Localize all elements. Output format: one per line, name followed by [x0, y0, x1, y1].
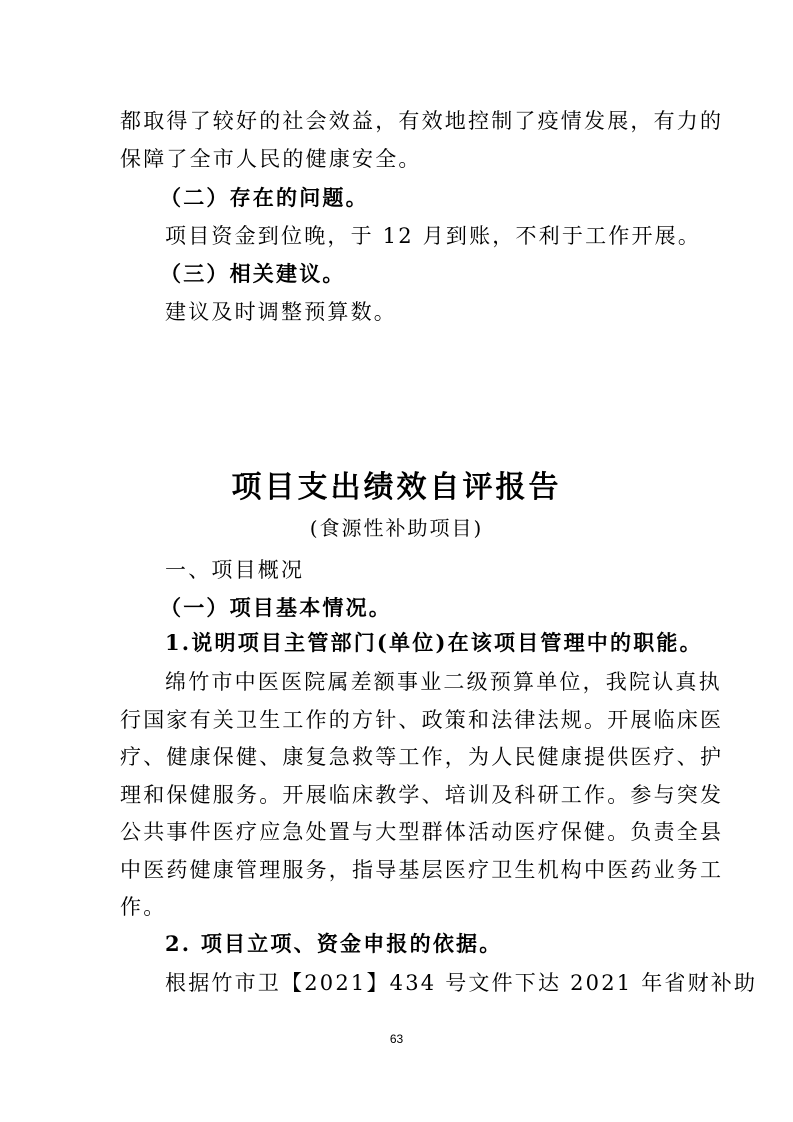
paragraph-line: 行国家有关卫生工作的方针、政策和法律法规。开展临床医 [120, 708, 724, 732]
paragraph-line: 作。 [120, 895, 167, 919]
paragraph-line: 公共事件医疗应急处置与大型群体活动医疗保健。负责全县 [120, 820, 724, 844]
paragraph-line: 绵竹市中医医院属差额事业二级预算单位，我院认真执 [165, 670, 722, 694]
paragraph-line: 疗、健康保健、康复急救等工作，为人民健康提供医疗、护 [120, 745, 724, 769]
section-text-suggestions: 建议及时调整预算数。 [165, 300, 397, 324]
section-text-problems: 项目资金到位晚，于 12 月到账，不利于工作开展。 [165, 224, 702, 248]
paragraph-line: 理和保健服务。开展临床教学、培训及科研工作。参与突发 [120, 783, 724, 807]
item-heading: 1.说明项目主管部门(单位)在该项目管理中的职能。 [165, 630, 703, 655]
part-heading: 一、项目概况 [165, 558, 305, 582]
sub-heading: （一）项目基本情况。 [160, 595, 392, 620]
item-heading: 2. 项目立项、资金申报的依据。 [165, 931, 503, 956]
paragraph-line: 都取得了较好的社会效益，有效地控制了疫情发展，有力的 [120, 109, 724, 133]
page-number: 63 [389, 1032, 404, 1046]
section-heading-suggestions: （三）相关建议。 [160, 261, 346, 286]
paragraph-line: 保障了全市人民的健康安全。 [120, 147, 422, 171]
section-heading-problems: （二）存在的问题。 [160, 185, 369, 210]
paragraph-line: 中医药健康管理服务，指导基层医疗卫生机构中医药业务工 [120, 858, 724, 882]
report-subtitle: (食源性补助项目) [309, 516, 484, 540]
report-title: 项目支出绩效自评报告 [231, 470, 562, 505]
paragraph-line: 根据竹市卫【2021】434 号文件下达 2021 年省财补助 [165, 971, 758, 995]
